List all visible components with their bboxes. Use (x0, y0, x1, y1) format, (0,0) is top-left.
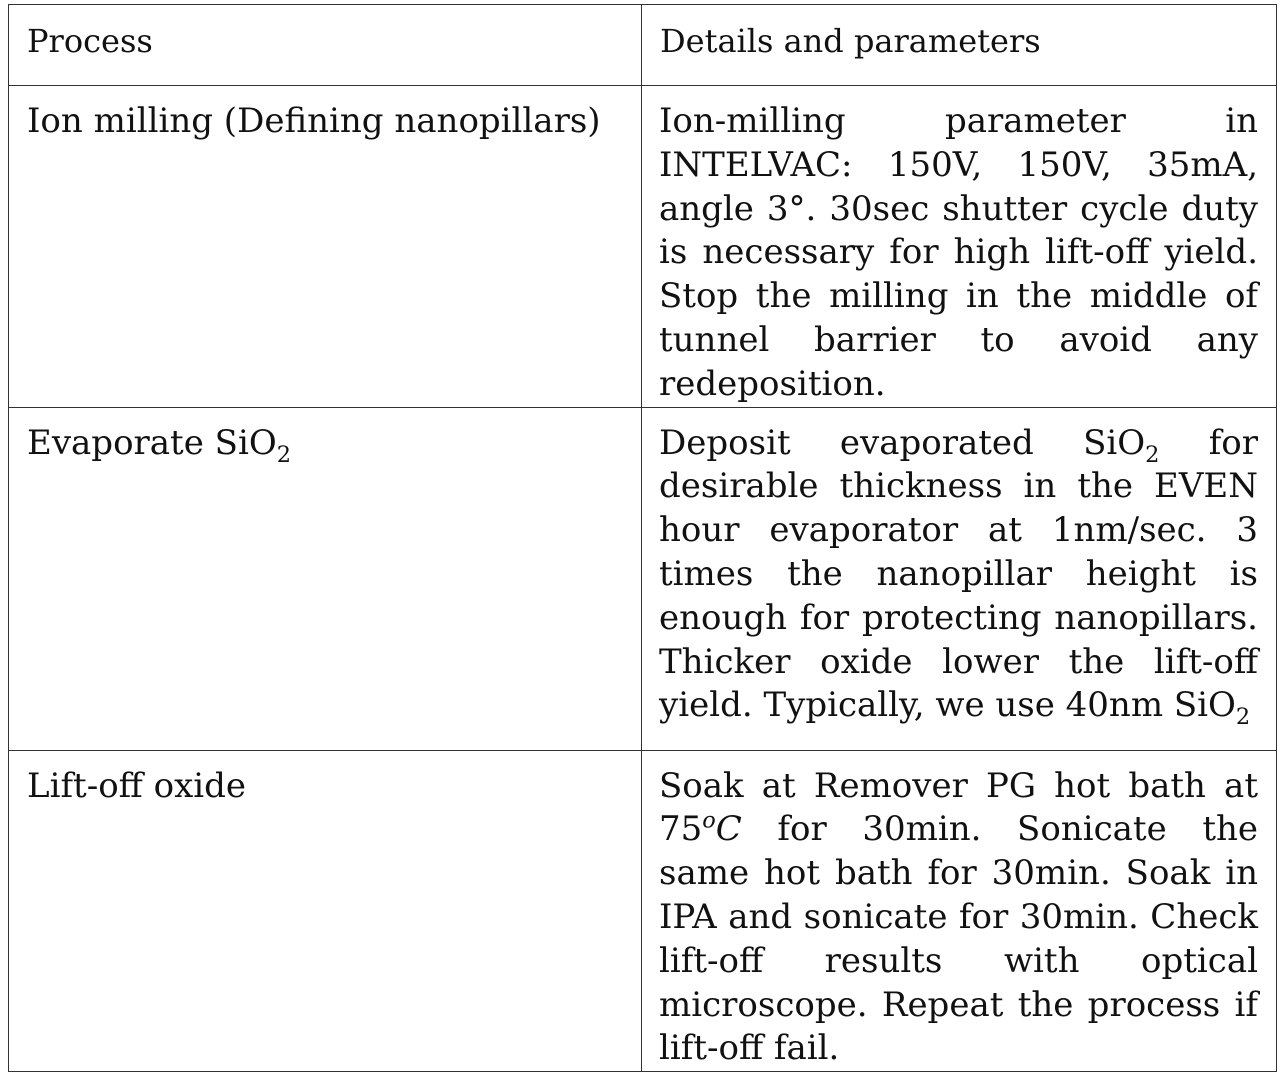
details-text-part1: Deposit evaporated SiO (659, 422, 1146, 463)
process-name: Ion milling (Defining nanopillars) (27, 101, 601, 141)
details-text: Ion-milling parameter in INTELVAC: 150V, 150V, 35mA, angle 3°. 30sec shutter cycle duty is necessary for high lift-off yield. Stop the milling in the middle of tunnel barrier to avoid any redeposition. (659, 101, 1258, 404)
details-text-part2: for 30min. Sonicate the same hot bath for 30min. Soak in IPA and sonicate for 30min. Check lift-off results with optical microscope. Repeat the process if lift-off fail. (659, 809, 1258, 1069)
details-cell (642, 407, 1277, 750)
table-row (9, 407, 1277, 750)
details-text-part2: for desirable thickness in the EVEN hour evaporator at 1nm/sec. 3 times the nanopillar height is enough for protecting nanopillars. Thicker oxide lower the lift-off yield. Typically, we use 40nm SiO (659, 422, 1258, 726)
process-name-subscript: 2 (276, 441, 291, 468)
details-subscript-1: 2 (1145, 441, 1160, 468)
process-cell (9, 86, 642, 408)
details-text (659, 765, 1258, 1072)
details-text-part1: Soak at Remover PG hot bath at 75 (659, 765, 1258, 850)
process-name-main: Evaporate SiO (27, 422, 277, 463)
details-superscript: o (702, 808, 716, 835)
column-header-process: Process (9, 5, 642, 86)
table-header-row (9, 5, 1277, 86)
details-text (659, 422, 1258, 729)
process-name: Lift-off oxide (27, 765, 247, 806)
process-cell (9, 407, 642, 750)
process-table (8, 4, 1277, 1072)
table-row (9, 86, 1277, 408)
process-name (27, 422, 291, 468)
details-cell (642, 86, 1277, 408)
column-header-details: Details and parameters (642, 5, 1277, 86)
details-cell (642, 750, 1277, 1072)
details-subscript-2: 2 (1235, 704, 1251, 731)
details-unit: C (715, 809, 742, 850)
table-row (9, 750, 1277, 1072)
process-cell (9, 750, 642, 1072)
